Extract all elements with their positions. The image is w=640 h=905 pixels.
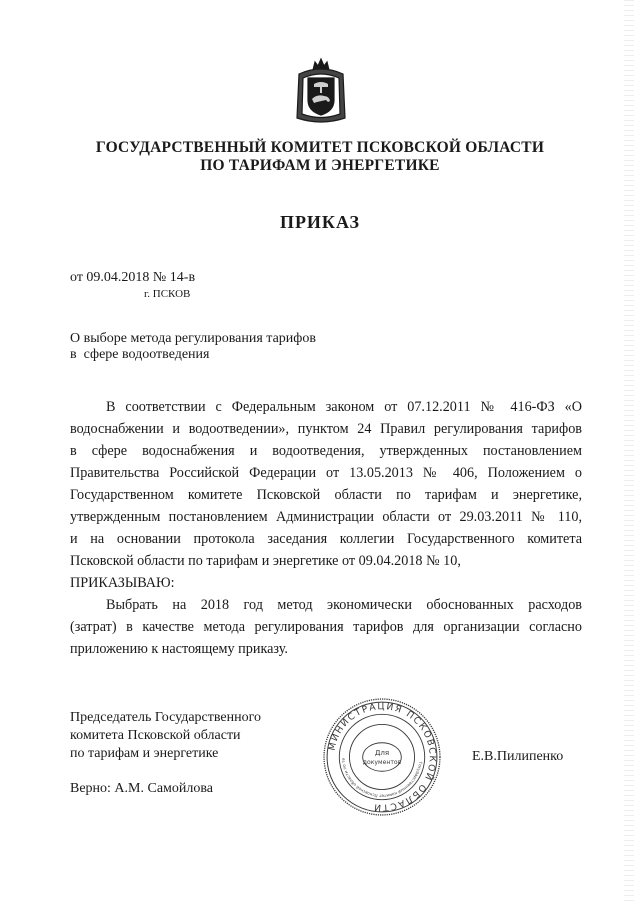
seal-outer-text: МИНИСТРАЦИЯ ПСКОВСКОЙ ОБЛАСТИ xyxy=(327,702,437,812)
body-line: Выбрать на 2018 год метод экономически обоснованных расходов xyxy=(106,597,582,613)
body-line: В соответствии с Федеральным законом от 07.12.2011 № 416-ФЗ «О xyxy=(106,399,582,415)
body-paragraph-1 xyxy=(70,396,582,660)
body-line: утвержденным постановлением Администрации области от 29.03.2011 № 110, xyxy=(70,509,582,525)
body-line: Псковской области по тарифам и энергетике от 09.04.2018 № 10, xyxy=(70,553,461,569)
body-line: Государственном комитете Псковской области по тарифам и энергетике, xyxy=(70,487,582,503)
body-line: и на основании протокола заседания коллегии Государственного комитета xyxy=(70,531,582,547)
verified-by: Верно: А.М. Самойлова xyxy=(70,781,214,796)
org-name-line2: ПО ТАРИФАМ И ЭНЕРГЕТИКЕ xyxy=(200,157,440,174)
seal-center-line1: Для xyxy=(374,747,390,757)
signatory-title-line1: Председатель Государственного xyxy=(70,710,262,725)
body-line: Правительства Российской Федерации от 13.05.2013 № 406, Положением о xyxy=(70,465,582,481)
subject-line2: в сфере водоотведения xyxy=(70,347,210,362)
body-line: (затрат) в качестве метода регулирования тарифов для организации согласно xyxy=(70,619,582,635)
org-name-line1: ГОСУДАРСТВЕННЫЙ КОМИТЕТ ПСКОВСКОЙ ОБЛАСТИ xyxy=(95,139,545,156)
body-line: в сфере водоснабжения и водоотведения, утвержденных постановлением xyxy=(70,443,582,459)
signatory-title-line2: комитета Псковской области xyxy=(70,728,241,743)
official-seal-stamp xyxy=(321,696,443,818)
body-line: приложению к настоящему приказу. xyxy=(70,641,288,657)
coat-of-arms-icon xyxy=(291,56,351,126)
scan-edge-artifact xyxy=(624,0,634,905)
document-title: ПРИКАЗ xyxy=(279,212,361,232)
subject-line1: О выборе метода регулирования тарифов xyxy=(70,331,316,346)
seal-center-line2: документов xyxy=(362,759,402,767)
signatory-name: Е.В.Пилипенко xyxy=(472,749,564,764)
body-line: водоснабжении и водоотведении», пунктом 24 Правил регулирования тарифов xyxy=(70,421,582,437)
seal-inner-text: Государственный комитет Псковской области по та xyxy=(340,758,424,799)
city: г. ПСКОВ xyxy=(144,288,191,300)
order-word: ПРИКАЗЫВАЮ: xyxy=(70,575,175,591)
signatory-title-line3: по тарифам и энергетике xyxy=(70,746,219,761)
date-number: от 09.04.2018 № 14-в xyxy=(70,270,196,285)
